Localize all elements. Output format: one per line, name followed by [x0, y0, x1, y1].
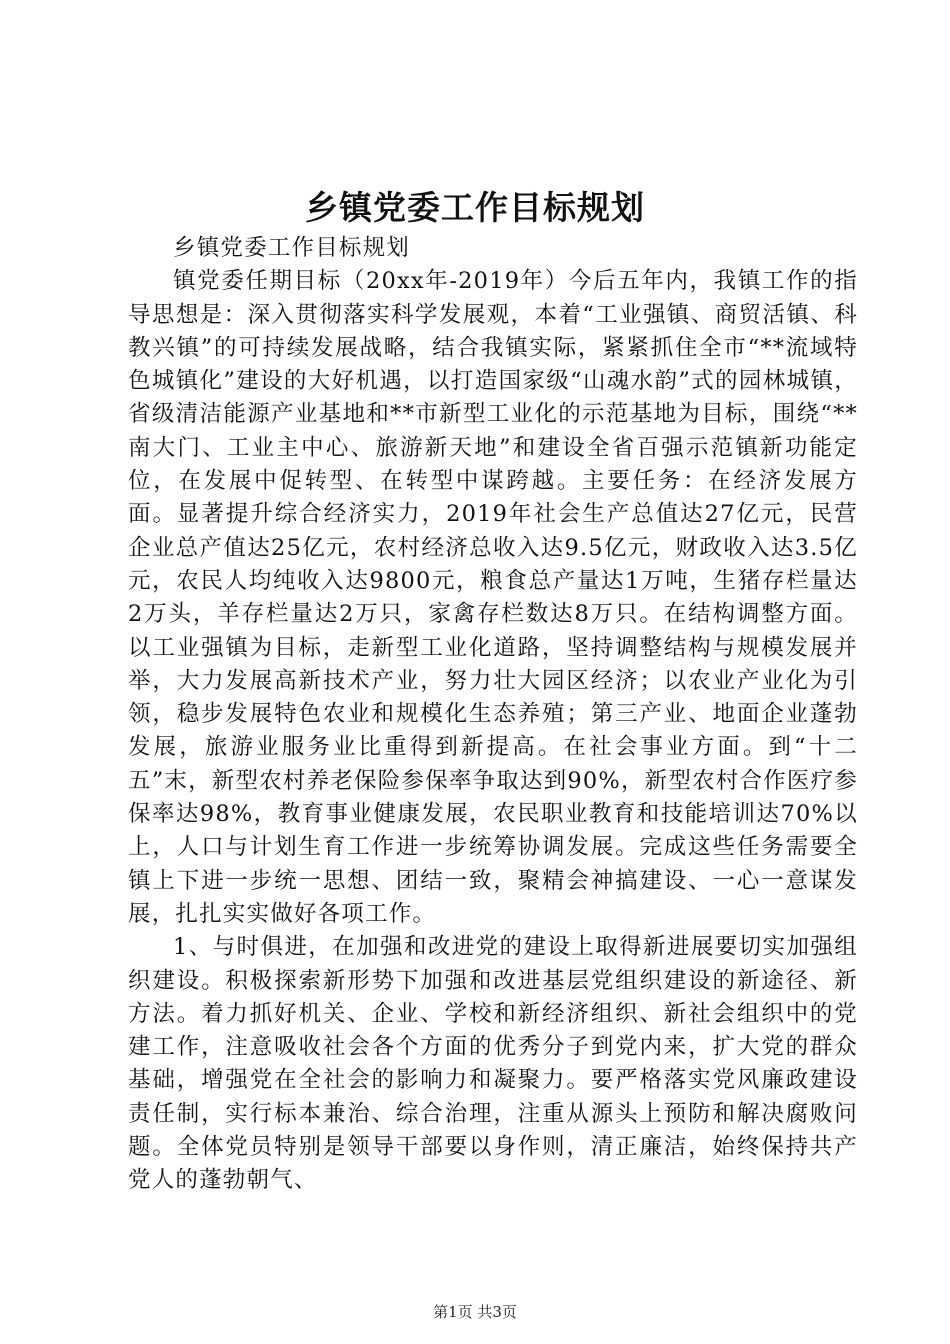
body-paragraph: 乡镇党委工作目标规划 [173, 235, 411, 261]
body-paragraph: 1、与时俱进，在加强和改进党的建设上取得新进展要切实加强组织建设。积极探索新形势下加强和改进基层党组织建设的新途径、新方法。着力抓好机关、企业、学校和新经济组织、新社会组织中的党建工作，注意吸收社会各个方面的优秀分子到党内来，扩大党的群众基础，增强党在全社会的影响力和凝聚力。要严格落实党风廉政建设责任制，实行标本兼治、综合治理，注重从源头上预防和解决腐败问题。全体党员特别是领导干部要以身作则，清正廉洁，始终保持共产党人的蓬勃朝气、 [128, 934, 858, 1194]
document-title: 乡镇党委工作目标规划 [305, 188, 645, 227]
document-body [128, 232, 858, 1198]
body-paragraph: 镇党委任期目标（20xx年-2019年）今后五年内，我镇工作的指导思想是：深入贯彻落实科学发展观，本着“工业强镇、商贸活镇、科教兴镇”的可持续发展战略，结合我镇实际，紧紧抓住全市“**流域特色城镇化”建设的大好机遇，以打造国家级“山魂水韵”式的园林城镇，省级清洁能源产业基地和**市新型工业化的示范基地为目标，围绕“**南大门、工业主中心、旅游新天地”和建设全省百强示范镇新功能定位，在发展中促转型、在转型中谋跨越。主要任务：在经济发展方面。显著提升综合经济实力，2019年社会生产总值达27亿元，民营企业总产值达25亿元，农村经济总收入达9.5亿元，财政收入达3.5亿元，农民人均纯收入达9800元，粮食总产量达1万吨，生猪存栏量达2万头，羊存栏量达2万只，家禽存栏数达8万只。在结构调整方面。以工业强镇为目标，走新型工业化道路，坚持调整结构与规模发展并举，大力发展高新技术产业，努力壮大园区经济；以农业产业化为引领，稳步发展特色农业和规模化生态养殖；第三产业、地面企业蓬勃发展，旅游业服务业比重得到新提高。在社会事业方面。到“十二五”末，新型农村养老保险参保率争取达到90%，新型农村合作医疗参保率达98%，教育事业健康发展，农民职业教育和技能培训达70%以上，人口与计划生育工作进一步统筹协调发展。完成这些任务需要全镇上下进一步统一思想、团结一致，聚精会神搞建设、一心一意谋发展，扎扎实实做好各项工作。 [128, 268, 858, 927]
page-number-footer: 第1页 共3页 [433, 1303, 517, 1321]
